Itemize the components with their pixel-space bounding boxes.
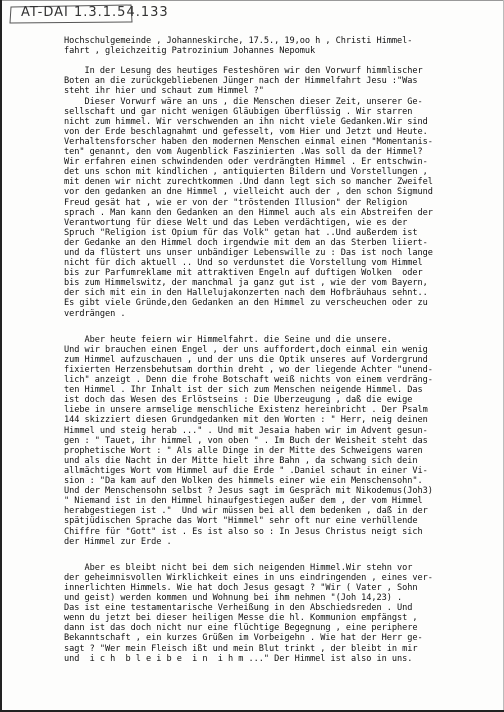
paragraph-line: lich" anzeigt . Denn die frohe Botschaft weiß nichts von einem verdräng-: [64, 375, 433, 386]
paragraph-line: ist doch das Wesen des Erlöstseins : Die Überzeugung , daß die ewige: [64, 395, 413, 406]
paragraph-line: zum Himmel aufzuschauen , und der uns die Optik unseres auf Vordergrund: [64, 354, 428, 365]
scan-border-left: [0, 0, 2, 712]
paragraph-line: det uns schon mit kindlichen , antiquierten Bildern und Vorstellungen ,: [64, 167, 428, 178]
archive-stamp-text: AT-DAI 1.3.1.54.133: [21, 5, 169, 20]
paragraph-line: Himmel und steig herab ..." . Und mit Jesaia haben wir im Advent gesun-: [64, 425, 428, 436]
paragraph-line: sprach . Man kann den Gedanken an den Himmel auch als ein Abstreifen der: [64, 207, 433, 218]
paragraph-line: bis zum Himmelswitz, der manchmal ja ganz gut ist , wie der vom Bayern,: [64, 278, 428, 289]
paragraph-line: Spruch "Religion ist Opium für das Volk" getan hat ..Und außerdem ist: [64, 227, 418, 238]
paragraph-line: nicht zum himmel. Wir verschwenden an ihn nicht viele Gedanken.Wir sind: [64, 116, 428, 127]
paragraph-line: sagt ? "Wer mein Fleisch ißt und mein Blut trinkt , der bleibt in mir: [64, 643, 418, 654]
paragraph-line: sion : "Da kam auf den Wolken des himmels einer wie ein Menschensohn".: [64, 476, 423, 487]
paragraph-line: gen : " Tauet, ihr himmel , von oben " . Im Buch der Weisheit steht das: [64, 435, 428, 446]
paragraph-line: 144 skizziert diesen Grundgedanken mit den Worten : " Herr, neig deinen: [64, 415, 428, 426]
paragraph-line: und i c h b l e i b e i n i h m ..." Der Himmel ist also in uns.: [64, 653, 413, 664]
paragraph-line: prophetische Wort : " Als alle Dinge in der Mitte des Schweigens waren: [64, 445, 423, 456]
paragraph-line: Und wir brauchen einen Engel , der uns auffordert,doch einmal ein wenig: [64, 344, 428, 355]
paragraph-line: der geheimnisvollen Wirklichkeit eines in uns eindringenden , eines ver-: [64, 572, 433, 583]
paragraph-line: Es gibt viele Gründe,den Gedanken an den Himmel zu verscheuchen oder zu: [64, 298, 428, 309]
document-body: [64, 36, 496, 664]
paragraph-line: und da flüstert uns unser unbändiger Lebenswille zu : Das ist noch lange: [64, 247, 433, 258]
paragraph-line: Und der Menschensohn selbst ? Jesus sagt im Gespräch mit Nikodemus(Joh3): [64, 486, 433, 497]
paragraph-line: und als die Nacht in der Mitte hielt ihre Bahn , da schwang sich dein: [64, 455, 418, 466]
paragraph-line: " Niemand ist in den Himmel hinaufgestiegen außer dem , der vom Himmel: [64, 496, 423, 507]
paragraph-line: vor den gedanken an dne Himmel , vielleicht auch der , den schon Sigmund: [64, 187, 433, 198]
paragraph-line: Chiffre für "Gott" ist . Es ist also so : In Jesus Christus neigt sich: [64, 526, 423, 537]
paragraph-line: sellschaft und gar nicht wenigen Gläubigen überflüssig . Wir starren: [64, 106, 413, 117]
archive-stamp: [7, 3, 169, 25]
paragraph-line: allmächtiges Wort vom Himmel auf die Erde " .Daniel schaut in einer Vi-: [64, 465, 428, 476]
paragraph-line: In der Lesung des heutiges Festeshören wir den Vorwurf himmlischer: [64, 66, 423, 77]
paragraph-line: mit denen wir nicht zurechtkommen .Und dann legt sich so mancher Zweifel: [64, 177, 433, 188]
header-line: Hochschulgemeinde , Johanneskirche, 17.5., 19,oo h , Christi Himmel-: [64, 36, 413, 46]
paragraph-line: Boten an die zurückgebliebenen Jünger nach der Himmelfahrt Jesu :"Was: [64, 76, 418, 87]
paragraph-line: bis zur Parfumreklame mit attraktiven Engeln auf duftigen Wolken oder: [64, 268, 423, 279]
paragraph-line: nicht für dich aktuell .. Und so verdunstet die Vorstellung vom Himmel: [64, 258, 423, 269]
paragraph-gap: [64, 547, 496, 557]
paragraph-gap: [64, 319, 496, 329]
header-line: fahrt , gleichzeitig Patrozinium Johannes Nepomuk: [64, 46, 316, 57]
paragraph-line: der Himmel zur Erde .: [64, 536, 172, 547]
scan-border-top: [0, 0, 504, 1]
paragraph-line: ten Himmel . Ihr Inhalt ist der sich zum Menschen neigende Himmel. Das: [64, 385, 423, 396]
paragraph-line: der Gedanke an den Himmel doch irgendwie mit dem an das Sterben liiert-: [64, 237, 428, 248]
paragraph-line: liebe in unsere armselige menschliche Existenz hereinbricht . Der Psalm: [64, 405, 428, 416]
paragraph-line: der sich mit ein in den Hallelujakonzerten nach dem Hofbräuhaus sehnt..: [64, 288, 428, 299]
paragraph-line: spätjüdischen Sprache das Wort "Himmel" sehr oft nur eine verhüllende: [64, 516, 418, 527]
paragraph-line: verdrängen .: [64, 308, 126, 319]
paragraph-line: Aber heute feiern wir Himmelfahrt. die Seine und die unsere.: [64, 334, 392, 345]
paragraph-line: herabgestiegen ist ." Und wir müssen bei all dem bedenken , daß in der: [64, 506, 428, 517]
paragraph-line: dann ist das doch nicht nur eine flüchtige Begegnung , eine periphere: [64, 623, 418, 634]
paragraph-line: innerlichten Himmels. Wie hat doch Jesus gesagt ? "Wir ( Vater , Sohn: [64, 582, 418, 593]
paragraph-line: Freud gesät hat , wie er von der "tröstenden Illusion" der Religion: [64, 197, 408, 208]
paragraph-line: steht ihr hier und schaut zum Himmel ?": [64, 86, 264, 97]
paragraph-line: und geist) werden kommen und Wohnung bei ihm nehmen "(Joh 14,23) .: [64, 593, 403, 604]
paragraph-line: Aber es bleibt nicht bei dem sich neigenden Himmel.Wir stehn vor: [64, 562, 413, 573]
paragraph-line: Bekanntschaft , ein kurzes Grüßen im Vorbeigehn . Wie hat der Herr ge-: [64, 633, 423, 644]
paragraph-line: Verantwortung für diese Welt und das Leben verdächtigen, wie es der: [64, 217, 408, 228]
paragraph-line: von der Erde beschlagnahmt und gefesselt, vom Hier und Jetzt und Heute.: [64, 126, 428, 137]
paragraph-line: Das ist eine testamentarische Verheißung in den Abschiedsreden . Und: [64, 603, 413, 614]
paragraph-line: ten" genannt, den vom Augenblick Faszinierten .Was soll da der Himmel?: [64, 147, 423, 158]
paragraph-line: fixierten Herzensbehutsam dorthin dreht , wo der liegende Achter "unend-: [64, 365, 433, 375]
paragraph-gap: [64, 56, 496, 66]
paragraph-line: wenn du jetzt bei dieser heiligen Messe die hl. Kommunion empfängst ,: [64, 613, 418, 624]
paragraph-line: Verhaltensforscher haben den modernen Menschen einmal einen "Momentanis-: [64, 136, 433, 147]
paragraph-line: Wir erfahren einen schwindenden oder verdrängten Himmel . Er entschwin-: [64, 157, 428, 168]
paragraph-line: Dieser Vorwurf wäre an uns , die Menschen dieser Zeit, unserer Ge-: [64, 96, 423, 107]
